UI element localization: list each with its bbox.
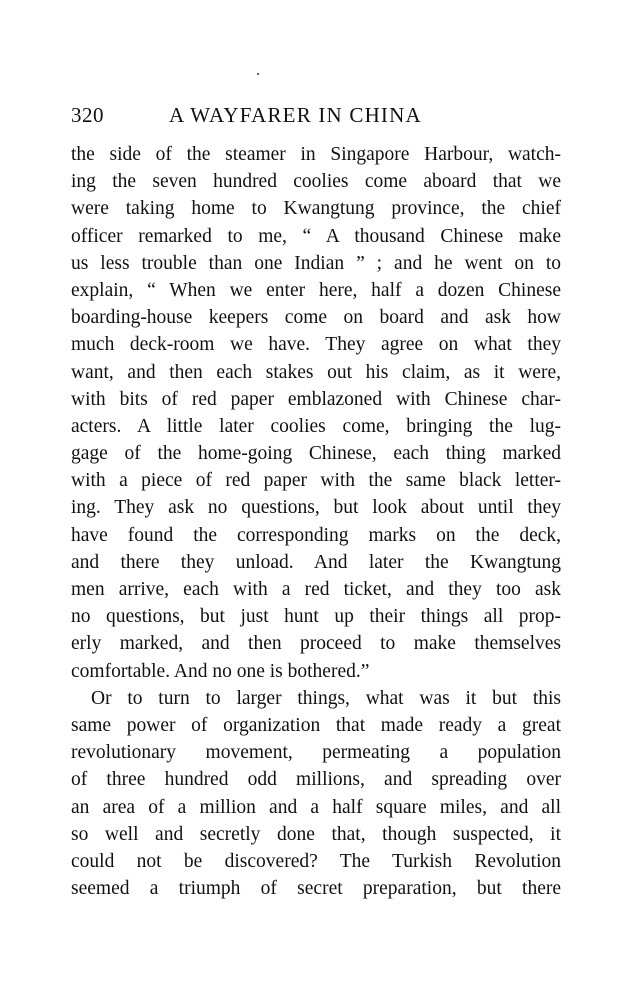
text-line: want, and then each stakes out his claim, as it were, [71,361,561,383]
text-line: have found the corresponding marks on the deck, [71,524,561,546]
text-line: explain, “ When we enter here, half a dozen Chinese [71,279,561,301]
body-text [71,141,561,902]
text-line: same power of organization that made ready a great [71,714,561,736]
running-title: A WAYFARER IN CHINA [169,103,422,127]
text-line: with bits of red paper emblazoned with Chinese char- [71,388,561,410]
text-line: comfortable. And no one is bothered.” [71,660,370,682]
text-line: an area of a million and a half square miles, and all [71,796,561,818]
text-line: ing the seven hundred coolies come aboard that we [71,171,561,193]
text-line: were taking home to Kwangtung province, the chief [71,198,561,220]
page-header [71,102,561,128]
text-line: erly marked, and then proceed to make themselves [71,633,561,655]
text-line: officer remarked to me, “ A thousand Chinese make [71,225,561,247]
text-line: ing. They ask no questions, but look about until they [71,497,561,519]
text-line: seemed a triumph of secret preparation, but there [71,878,561,900]
text-line: men arrive, each with a red ticket, and they too ask [71,579,561,600]
page-number: 320 [71,103,104,127]
text-line: boarding-house keepers come on board and ask how [71,307,561,329]
ink-speck [257,73,259,75]
text-line: the side of the steamer in Singapore Harbour, watch- [71,144,561,165]
text-line: so well and secretly done that, though suspected, it [71,823,561,845]
text-line: and there they unload. And later the Kwangtung [71,551,561,573]
paragraph [71,141,561,685]
text-line: us less trouble than one Indian ” ; and he went on to [71,252,561,274]
text-line: with a piece of red paper with the same black letter- [71,470,561,492]
text-line: could not be discovered? The Turkish Revolution [71,850,561,872]
text-line: much deck-room we have. They agree on what they [71,334,561,356]
paragraph [71,685,561,903]
text-line: revolutionary movement, permeating a population [71,742,561,764]
text-line: of three hundred odd millions, and spreading over [71,769,561,791]
text-line: acters. A little later coolies come, bringing the lug- [71,415,561,437]
text-line: Or to turn to larger things, what was it but this [91,687,561,709]
text-line: gage of the home-going Chinese, each thing marked [71,443,561,465]
text-line: no questions, but just hunt up their things all prop- [71,606,561,628]
